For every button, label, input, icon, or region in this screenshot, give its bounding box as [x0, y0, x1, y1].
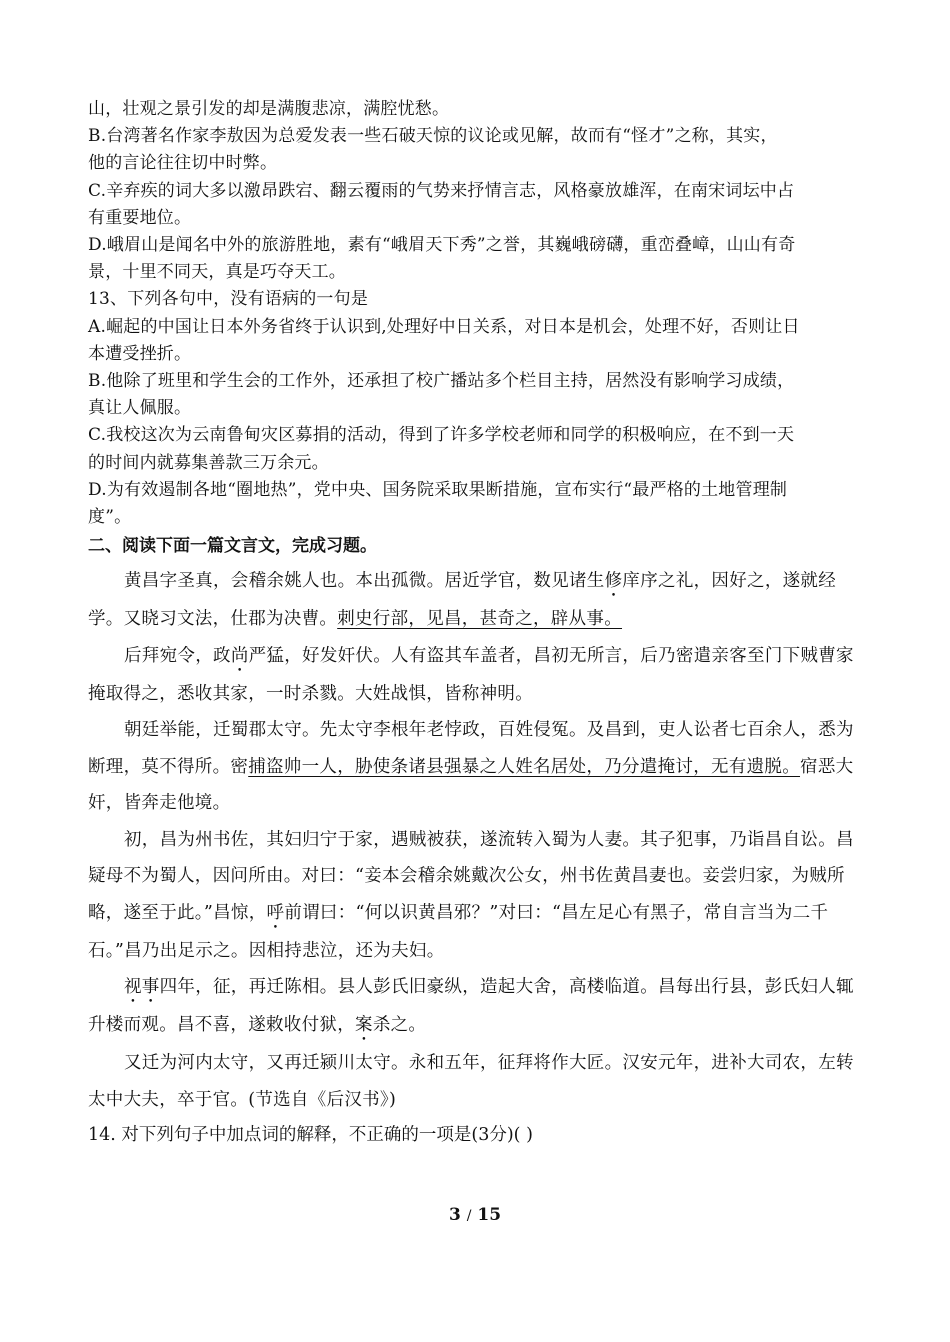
passage-paragraph-2: [88, 638, 864, 713]
text-line: 真让人佩服。: [88, 398, 192, 419]
passage-paragraph-5: [88, 969, 864, 1045]
text-run: 黄昌字圣真，会稽余姚人也。本出孤微。居近学官，数见诸生: [124, 571, 605, 592]
dotted-word: 尚: [230, 645, 249, 666]
underlined-sentence: 捕盗帅一人，胁使条诸县强暴之人姓名居处，乃分遣掩讨，无有遗脱。: [248, 756, 801, 777]
text-run: 四年，征，再迁陈相。县人彭氏旧豪纵，造起大舍，高楼临道。昌每出行县，彭氏妇人辄升楼而观。昌不喜，遂敕收付狱，: [88, 977, 854, 1036]
question-block: [88, 96, 864, 531]
page-number: [0, 1205, 950, 1225]
passage-paragraph-6: 又迁为河内太守，又再迁颍川太守。永和五年，征拜将作大匠。汉安元年，进补大司农，左转太中大夫，卒于官。(节选自《后汉书》): [88, 1053, 854, 1110]
text-line: B.台湾著名作家李敖因为总爱发表一些石破天惊的议论或见解，故而有“怪才”之称，其实，: [88, 126, 778, 147]
dotted-word: 修: [604, 571, 623, 592]
text-run: 初，昌为州书佐，其妇归宁于家，遇贼被获，遂流转入蜀为人妻。其子犯事，乃诣昌自讼。昌疑母不为蜀人，因问所由。对曰：“妾本会稽余姚戴次公女，州书佐黄昌妻也。妾尝归家，为贼所略，遂至于此。”昌惊，: [88, 829, 854, 923]
dotted-word: 呼: [266, 902, 285, 923]
dotted-word: 案: [355, 1015, 373, 1036]
text-run: 后拜宛令，政: [124, 645, 231, 666]
text-line: D.为有效遏制各地“圈地热”，党中央、国务院采取果断措施，宣布实行“最严格的土地管理制: [88, 479, 788, 500]
document-page: [88, 96, 864, 1150]
text-line: B.他除了班里和学生会的工作外，还承担了校广播站多个栏目主持，居然没有影响学习成绩，: [88, 371, 795, 392]
text-line: 有重要地位。: [88, 207, 192, 228]
text-line: C.我校这次为云南鲁甸灾区募捐的活动，得到了许多学校老师和同学的积极响应，在不到一天: [88, 425, 795, 446]
passage-paragraph-4: [88, 822, 864, 970]
text-line: 山，壮观之景引发的却是满腹悲凉，满腔忧愁。: [88, 99, 450, 119]
text-run: 杀之。: [372, 1015, 427, 1036]
text-line: D.峨眉山是闻名中外的旅游胜地，素有“峨眉天下秀”之誉，其巍峨磅礴，重峦叠嶂，山山有奇: [88, 235, 796, 256]
text-run: 前谓曰：“何以识黄昌邪？”对曰：“昌左足心有黑子，常自言当为二千石。”昌乃出足示之。因相持悲泣，还为夫妇。: [88, 902, 829, 961]
classical-passage: [88, 563, 864, 1118]
section-heading: 二、阅读下面一篇文言文，完成习题。: [88, 536, 377, 557]
text-run: 严猛，好发奸伏。人有盗其车盖者，昌初无所言，后乃密遣亲客至门下贼曹家掩取得之，悉收其家，一时杀戮。大姓战惧，皆称神明。: [88, 645, 854, 704]
text-line: A.崛起的中国让日本外务省终于认识到,处理好中日关系，对日本是机会，处理不好，否则让日: [88, 316, 800, 337]
text-line: 景，十里不同天，真是巧夺天工。: [88, 262, 346, 283]
page-separator: /: [466, 1208, 472, 1224]
text-run: 宿恶大奸，皆奔走他境。: [88, 756, 854, 814]
text-run: 庠序之礼，因好之，遂就经学。又晓习文法，仕郡为决曹。: [88, 571, 837, 630]
passage-paragraph-1: [88, 563, 864, 638]
question-14-stem: 14. 对下列句子中加点词的解释，不正确的一项是(3分)( ): [88, 1125, 533, 1146]
text-run: 朝廷举能，迁蜀郡太守。先太守李根年老悖政，百姓侵冤。及昌到，吏人讼者七百余人，悉为断理，莫不得所。密: [88, 720, 854, 777]
text-line: 的时间内就募集善款三万余元。: [88, 452, 329, 473]
passage-paragraph-3: [88, 712, 864, 822]
current-page: 3: [448, 1205, 461, 1225]
question-13-stem: 13、下列各句中，没有语病的一句是: [88, 289, 369, 310]
text-line: 他的言论往往切中时弊。: [88, 153, 278, 174]
underlined-sentence: 刺史行部，见昌，甚奇之，辟从事。: [337, 609, 623, 630]
text-line: 本遭受挫折。: [88, 343, 192, 364]
dotted-word: 视事: [124, 977, 160, 998]
text-line: 度”。: [88, 507, 132, 528]
text-line: C.辛弃疾的词大多以激昂跌宕、翻云覆雨的气势来抒情言志，风格豪放雄浑，在南宋词坛中占: [88, 180, 795, 201]
total-pages: 15: [477, 1205, 502, 1225]
